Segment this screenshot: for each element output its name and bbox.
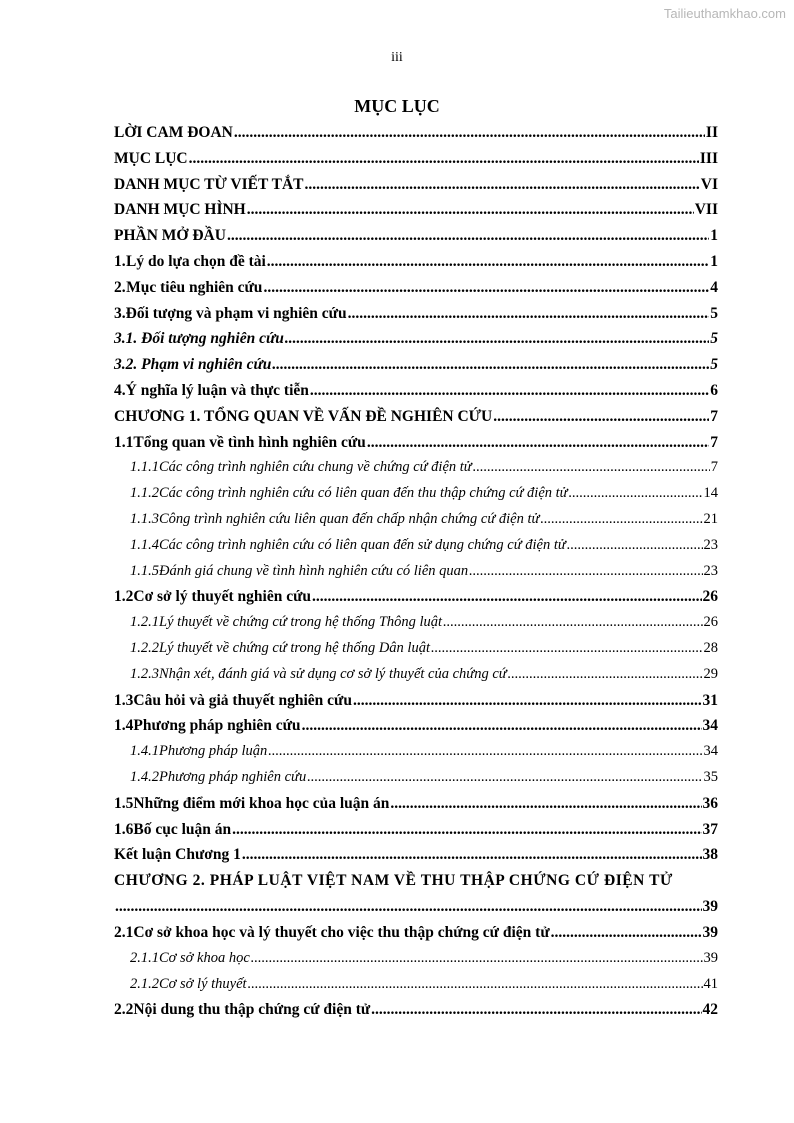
toc-entry[interactable]: 1.1.2 Các công trình nghiên cứu có liên quan đến thu thập chứng cứ điện tử ..... 14 [114,485,718,511]
toc-entry[interactable]: 2. Mục tiêu nghiên cứu ..... 4 [114,279,718,305]
toc-entry[interactable]: MỤC LỤC ..... III [114,150,718,176]
page-number: iii [391,50,403,65]
toc-entry[interactable]: 1.4.2 Phương pháp nghiên cứu ..... 35 [114,769,718,795]
watermark: Tailieuthamkhao.com [663,6,786,21]
toc-entry[interactable]: 1.2.1 Lý thuyết về chứng cứ trong hệ thống Thông luật ..... 26 [114,614,718,640]
toc-entry[interactable]: Kết luận Chương 1 ..... 38 [114,846,718,872]
toc-entry[interactable]: 2.1.1 Cơ sở khoa học ..... 39 [114,950,718,976]
toc-entry-continuation[interactable]: ..... 39 [114,898,718,924]
toc-entry[interactable]: 3.2. Phạm vi nghiên cứu ..... 5 [114,356,718,382]
toc-entry[interactable]: 3. Đối tượng và phạm vi nghiên cứu ..... 5 [114,305,718,331]
toc-entry[interactable]: 4. Ý nghĩa lý luận và thực tiễn ..... 6 [114,382,718,408]
toc-entry[interactable]: CHƯƠNG 1. TỔNG QUAN VỀ VẤN ĐỀ NGHIÊN CỨU ..... 7 [114,408,718,434]
toc-entry[interactable]: 2.2 Nội dung thu thập chứng cứ điện tử ..... 42 [114,1001,718,1027]
toc-entry[interactable]: 1. Lý do lựa chọn đề tài ..... 1 [114,253,718,279]
toc-entry[interactable]: 1.4.1 Phương pháp luận ..... 34 [114,743,718,769]
toc-entry[interactable]: 1.2.2 Lý thuyết về chứng cứ trong hệ thống Dân luật ..... 28 [114,640,718,666]
toc-entry[interactable]: 1.1.3 Công trình nghiên cứu liên quan đến chấp nhận chứng cứ điện tử ..... 21 [114,511,718,537]
toc-entry[interactable]: 2.1 Cơ sở khoa học và lý thuyết cho việc thu thập chứng cứ điện tử ..... 39 [114,924,718,950]
toc-entry[interactable]: 1.1 Tổng quan về tình hình nghiên cứu ..... 7 [114,434,718,460]
toc-entry[interactable]: DANH MỤC TỪ VIẾT TẮT ..... VI [114,176,718,202]
toc-entry[interactable]: PHẦN MỞ ĐẦU ..... 1 [114,227,718,253]
toc-entry[interactable]: 1.3 Câu hỏi và giả thuyết nghiên cứu ..... 31 [114,692,718,718]
toc-entry[interactable]: 3.1. Đối tượng nghiên cứu ..... 5 [114,330,718,356]
toc-title: MỤC LỤC [354,96,440,116]
toc-entry[interactable]: 1.1.1 Các công trình nghiên cứu chung về chứng cứ điện tử ..... 7 [114,459,718,485]
toc-entry[interactable]: 1.2 Cơ sở lý thuyết nghiên cứu ..... 26 [114,588,718,614]
toc-entry[interactable]: 1.2.3 Nhận xét, đánh giá và sử dụng cơ sở lý thuyết của chứng cứ ..... 29 [114,666,718,692]
toc-entry[interactable]: 1.1.5 Đánh giá chung về tình hình nghiên cứu có liên quan ..... 23 [114,563,718,589]
toc-entry[interactable]: LỜI CAM ĐOAN ..... II [114,124,718,150]
toc-entry[interactable]: DANH MỤC HÌNH ..... VII [114,201,718,227]
toc-entry[interactable]: 1.5 Những điểm mới khoa học của luận án ..... 36 [114,795,718,821]
toc-entry[interactable]: 1.1.4 Các công trình nghiên cứu có liên quan đến sử dụng chứng cứ điện tử ..... 23 [114,537,718,563]
table-of-contents [114,124,718,1027]
toc-entry[interactable]: 2.1.2 Cơ sở lý thuyết ..... 41 [114,976,718,1002]
toc-entry[interactable]: 1.6 Bố cục luận án ..... 37 [114,821,718,847]
toc-entry[interactable]: 1.4 Phương pháp nghiên cứu ..... 34 [114,717,718,743]
toc-entry-wrapped[interactable]: CHƯƠNG 2. PHÁP LUẬT VIỆT NAM VỀ THU THẬP CHỨNG CỨ ĐIỆN TỬ [114,872,673,890]
